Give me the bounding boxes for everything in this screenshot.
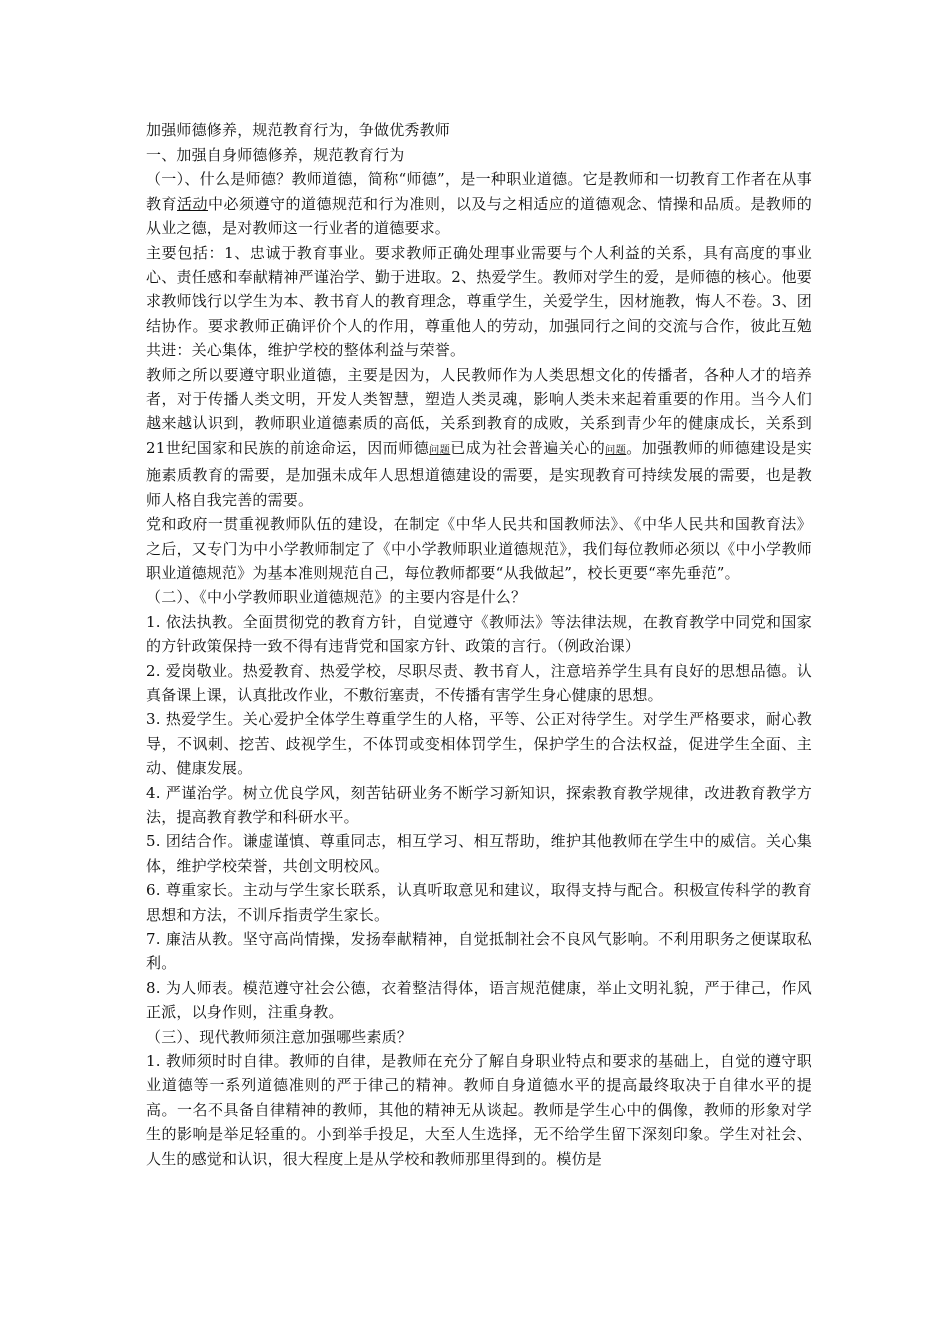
text-run: （一）、什么是师德？教师道德，简称“师德”，是一种职业道德。它是教师和一切教育工作者在从事教育 — [146, 170, 812, 213]
list-item: 2. 爱岗敬业。热爱教育、热爱学校，尽职尽责、教书育人，注意培养学生具有良好的思想品德。认真备课上课，认真批改作业，不敷衍塞责，不传播有害学生身心健康的思想。 — [146, 661, 812, 704]
issue-link[interactable]: 问题 — [605, 444, 627, 456]
list-item: 4. 严谨治学。树立优良学风，刻苦钻研业务不断学习新知识，探索教育教学规律，改进教育教学方法，提高教育教学和科研水平。 — [146, 783, 812, 826]
text-run: 已成为社会普遍关心的 — [450, 438, 606, 457]
list-item: 1. 依法执教。全面贯彻党的教育方针，自觉遵守《教师法》等法律法规，在教育教学中同党和国家的方针政策保持一致不得有违背党和国家方针、政策的言行。（例政治课） — [146, 612, 812, 656]
paragraph-party-policy: 党和政府一贯重视教师队伍的建设，在制定《中华人民共和国教师法》、《中华人民共和国教育法》之后，又专门为中小学教师制定了《中小学教师职业道德规范》，我们每位教师必须以《中小学教师职业道德规范》为基本准则规范自己，每位教师都要“从我做起”，校长更要“率先垂范”。 — [146, 515, 812, 582]
list-item: 8. 为人师表。模范遵守社会公德，衣着整洁得体，语言规范健康，举止文明礼貌，严于律己，作风正派，以身作则，注重身教。 — [146, 978, 812, 1022]
list-item: 6. 尊重家长。主动与学生家长联系，认真听取意见和建议，取得支持与配合。积极宣传科学的教育思想和方法，不训斥指责学生家长。 — [146, 881, 812, 924]
paragraph-main-contents: 主要包括：1、忠诚于教育事业。要求教师正确处理事业需要与个人利益的关系，具有高度的事业心、责任感和奉献精神严谨治学、勤于进取。2、热爱学生。教师对学生的爱，是师德的核心。他要求教师饯行以学生为本、教书育人的教育理念，尊重学生，关爱学生，因材施教，悔人不卷。3、团结协作。要求教师正确评价个人的作用，尊重他人的劳动，加强同行之间的交流与合作，彼此互勉共进：关心集体，维护学校的整体利益与荣誉。 — [146, 243, 812, 360]
section-heading-2: （二）、《中小学教师职业道德规范》的主要内容是什么？ — [146, 588, 527, 607]
text-run: 。加强教师的师德建设是实施素质教育的需要，是加强未成年人思想道德建设的需要，是实现教育可持续发展的需要，也是教师人格自我完善的需要。 — [146, 438, 812, 509]
paragraph-what-is-ethics — [146, 167, 812, 240]
text-run: 中必须遵守的道德规范和行为准则，以及与之相适应的道德观念、情操和品质。是教师的从业之德，是对教师这一行业者的道德要求。 — [146, 194, 813, 238]
activity-link[interactable]: 活动 — [177, 194, 208, 213]
issue-link[interactable]: 问题 — [429, 444, 451, 456]
list-item: 3. 热爱学生。关心爱护全体学生尊重学生的人格，平等、公正对待学生。对学生严格要求，耐心教导，不讽刺、挖苦、歧视学生，不体罚或变相体罚学生，保护学生的合法权益，促进学生全面、主动、健康发展。 — [146, 710, 812, 778]
document-title: 加强师德修养，规范教育行为，争做优秀教师 — [146, 121, 451, 139]
paragraph-why-ethics — [146, 363, 812, 512]
paragraph-self-discipline: 1. 教师须时时自律。教师的自律，是教师在充分了解自身职业特点和要求的基础上，自觉的遵守职业道德等一系列道德准则的严于律己的精神。教师自身道德水平的提高最终取决于自律水平的提高。一名不具备自律精神的教师，其他的精神无从谈起。教师是学生心中的偶像，教师的形象对学生的影响是举足轻重的。小到举手投足，大至人生选择，无不给学生留下深刻印象。学生对社会、人生的感觉和认识，很大程度上是从学校和教师那里得到的。模仿是 — [146, 1052, 812, 1168]
list-item: 7. 廉洁从教。坚守高尚情操，发扬奉献精神，自觉抵制社会不良风气影响。不利用职务之便谋取私利。 — [146, 930, 812, 973]
list-item: 5. 团结合作。谦虚谨慎、尊重同志，相互学习、相互帮助，维护其他教师在学生中的威信。关心集体，维护学校荣誉，共创文明校风。 — [146, 832, 812, 875]
text-run: 教师之所以要遵守职业道德，主要是因为，人民教师作为人类思想文化的传播者，各种人才的培养者，对于传播人类文明，开发人类智慧，塑造人类灵魂，影响人类未来起着重要的作用。当今人们越来越认识到，教师职业道德素质的高低，关系到教育的成败，关系到青少年的健康成长，关系到21世纪国家和民族的前途命运，因而师德 — [146, 365, 812, 457]
section-heading-3: （三）、现代教师须注意加强哪些素质？ — [146, 1027, 413, 1046]
section-heading: 一、加强自身师德修养，规范教育行为 — [146, 146, 405, 164]
